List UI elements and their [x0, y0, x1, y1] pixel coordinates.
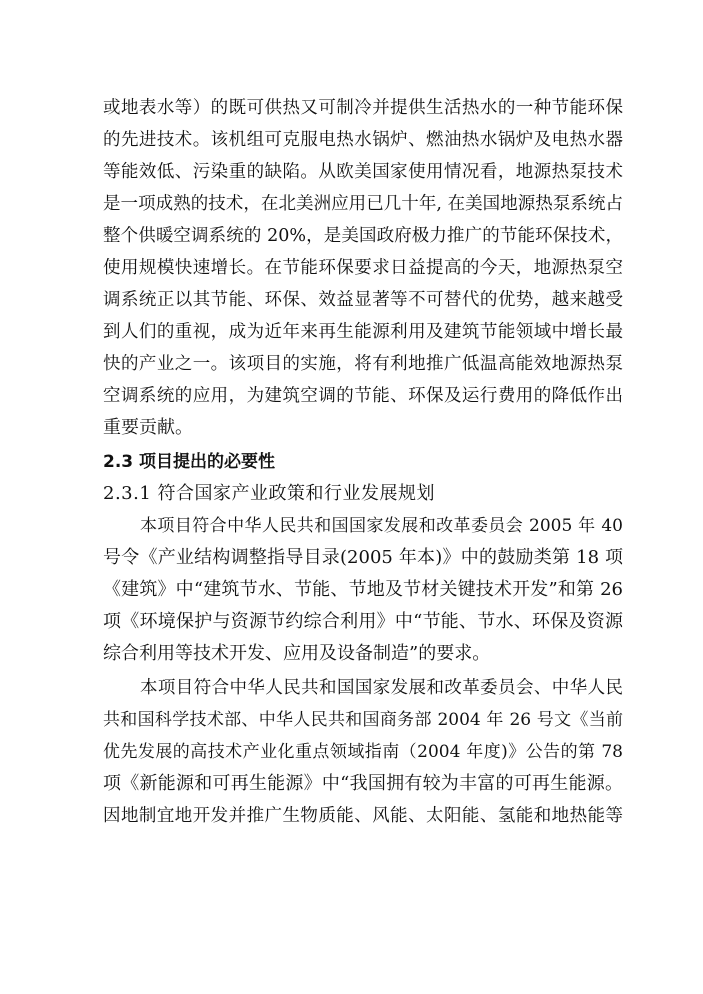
- paragraph-line: 快的产业之一。该项目的实施，将有利地推广低温高能效地源热泵: [103, 354, 623, 374]
- paragraph-line: 到人们的重视，成为近年来再生能源利用及建筑节能领域中增长最: [103, 322, 623, 342]
- paragraph-line: 因地制宜地开发并推广生物质能、风能、太阳能、氢能和地热能等: [103, 806, 623, 826]
- paragraph-line: 综合利用等技术开发、应用及设备制造”的要求。: [103, 643, 491, 664]
- paragraph-line: 是一项成熟的技术，在北美洲应用已几十年, 在美国地源热泵系统占: [103, 194, 623, 214]
- paragraph-line: 的先进技术。该机组可克服电热水锅炉、燃油热水锅炉及电热水器: [103, 130, 623, 150]
- paragraph-line: 空调系统的应用，为建筑空调的节能、环保及运行费用的降低作出: [103, 386, 623, 406]
- paragraph-line: 使用规模快速增长。在节能环保要求日益提高的今天，地源热泵空: [103, 258, 623, 278]
- paragraph-line: 重要贡献。: [103, 417, 193, 438]
- paragraph-line: 共和国科学技术部、中华人民共和国商务部 2004 年 26 号文《当前: [103, 710, 623, 730]
- paragraph-line: 本项目符合中华人民共和国国家发展和改革委员会、中华人民: [140, 678, 623, 698]
- section-heading: 2.3 项目提出的必要性: [103, 452, 276, 472]
- paragraph-line: 项《新能源和可再生能源》中“我国拥有较为丰富的可再生能源。: [103, 773, 623, 794]
- paragraph-line: 整个供暖空调系统的 20%，是美国政府极力推广的节能环保技术，: [103, 226, 623, 246]
- paragraph-line: 本项目符合中华人民共和国国家发展和改革委员会 2005 年 40: [140, 516, 623, 536]
- subsection-heading: 2.3.1 符合国家产业政策和行业发展规划: [103, 483, 436, 504]
- paragraph-line: 等能效低、污染重的缺陷。从欧美国家使用情况看，地源热泵技术: [103, 162, 623, 182]
- paragraph-line: 项《环境保护与资源节约综合利用》中“节能、节水、环保及资源: [103, 611, 623, 632]
- paragraph-line: 《建筑》中“建筑节水、节能、节地及节材关键技术开发”和第 26: [103, 579, 623, 600]
- paragraph-line: 调系统正以其节能、环保、效益显著等不可替代的优势，越来越受: [103, 290, 623, 310]
- paragraph-line: 或地表水等）的既可供热又可制冷并提供生活热水的一种节能环保: [103, 98, 623, 118]
- paragraph-line: 优先发展的高技术产业化重点领域指南（2004 年度)》公告的第 78: [103, 742, 623, 762]
- paragraph-line: 号令《产业结构调整指导目录(2005 年本)》中的鼓励类第 18 项: [103, 547, 623, 568]
